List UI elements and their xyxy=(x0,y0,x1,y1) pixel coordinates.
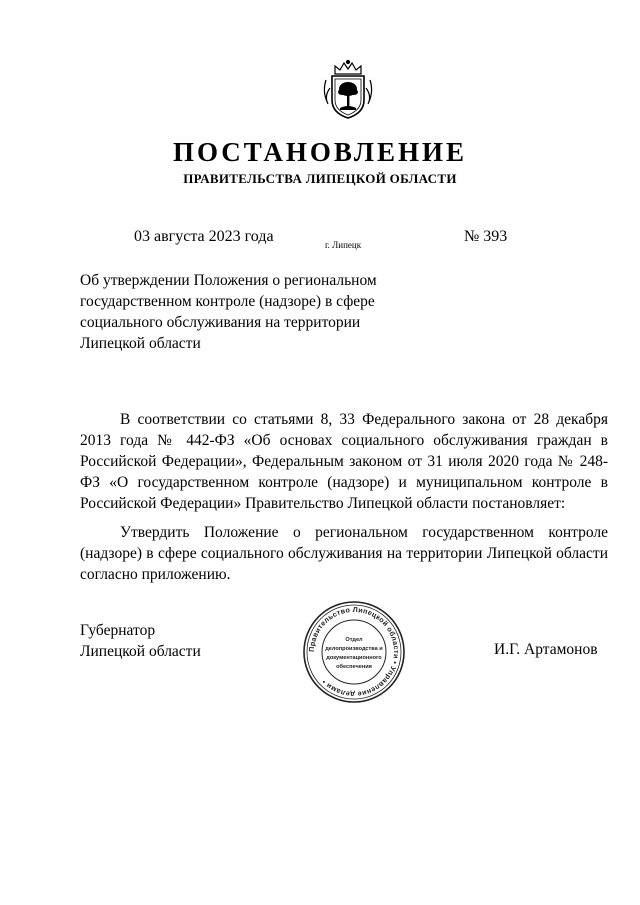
subject-line: Об утверждении Положения о региональном xyxy=(80,272,377,289)
stamp-center-line: обеспечения xyxy=(336,664,372,670)
stamp-center-line: Отдел xyxy=(345,637,363,643)
document-subject xyxy=(80,270,410,354)
signer-position xyxy=(80,620,201,662)
stamp-center-line: документационного xyxy=(326,655,382,661)
signer-name: И.Г. Артамонов xyxy=(494,641,598,658)
document-city: г. Липецк xyxy=(325,240,362,250)
body-paragraph-resolution: Утвердить Положение о региональном государственном контроле (надзоре) в сфере социального обслуживания на территории Липецкой области согласно приложению. xyxy=(80,524,608,583)
stamp-ring-text: Правительство Липецкой области • Управление делами • xyxy=(306,604,402,700)
subject-line: Липецкой области xyxy=(80,335,201,352)
document-date: 03 августа 2023 года xyxy=(134,228,274,245)
document-subtitle: ПРАВИТЕЛЬСТВА ЛИПЕЦКОЙ ОБЛАСТИ xyxy=(183,171,457,186)
stamp-center-line: делопроизводства и xyxy=(325,646,383,652)
document-title: ПОСТАНОВЛЕНИЕ xyxy=(172,137,468,167)
subject-line: государственном контроле (надзоре) в сфере xyxy=(80,293,375,310)
signer-position-line: Липецкой области xyxy=(80,643,201,660)
subject-line: социального обслуживания на территории xyxy=(80,314,361,331)
body-paragraph-legal-basis: В соответствии со статьями 8, 33 Федерального закона от 28 декабря 2013 года № 442-ФЗ «Об основах социального обслуживания граждан в Российской Федерации», Федеральным законом от 31 июля 2020 года № 248-ФЗ «О государственном контроле (надзоре) и муниципальном контроле в Российской Федерации» Правительство Липецкой области постановляет: xyxy=(80,411,608,512)
official-stamp xyxy=(302,600,406,704)
signer-position-line: Губернатор xyxy=(80,622,156,639)
coat-of-arms-icon xyxy=(320,58,376,120)
document-number: № 393 xyxy=(464,228,508,245)
